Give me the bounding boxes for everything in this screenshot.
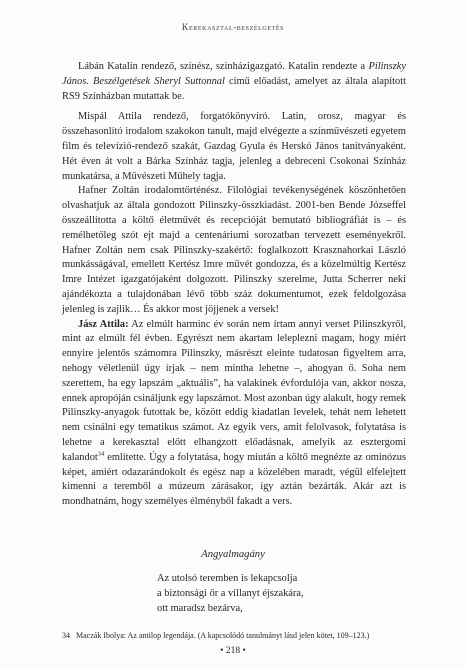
footnote (62, 630, 406, 641)
body-text (62, 60, 406, 510)
poem-line: Az utolsó teremben is lekapcsolja (157, 573, 298, 584)
poem-stanza (157, 572, 304, 616)
poem-title: Angyalmagány (201, 549, 265, 560)
footnote-text: Maczák Ibolya: Az antilop legendája. (A kapcsolódó tanulmányt lásd jelen kötet, 109–123.) (76, 631, 370, 640)
text-run: Hafner Zoltán irodalomtörténész. Filológiai tevékenységének köszönhetően olvashatjuk az általa gondozott Pilinszky-összkiadást. 2001-ben Bende Józseffel összeállította a költő életművét és recepcióját bemutató bibliográfiát is – és remélhetőleg szót ejt majd a centenáriumi sorozatban tervezett eseményekről. Hafner Zoltán nem csak Pilinszky-szakértő: foglalkozott Krasznahorkai László munkásságával, emellett Kertész Imre művét gondozza, és a közelmúltig Kertész Imre Intézet igazgatójaként dolgozott. Pilinszky szerelme, Jutta Scherrer neki ajándékozta a tulajdonában lévő több száz dokumentumot, ezek feldolgozása jelenleg is zajlik… És akkor most jöjjenek a versek! (62, 185, 406, 315)
paragraph (62, 110, 406, 184)
text-run: Az elmúlt harminc év során nem írtam annyi verset Pilinszkyről, mint az elmúlt fél évben. Egyrészt nem akartam leleplezni magam, hogy miért ennyire jelentős számomra Pilinszky, másrészt eleinte tudatosan figyeltem arra, nehogy véletlenül úgy írjak – nem mintha lehetne –, ahogyan ő. Soha nem szerettem, ha egy lapszám „aktuális”, ha valakinek évfordulója van, akkor nosza, ennek apropóján csináljunk egy lapszámot. Most azonban úgy alakult, hogy remek Pilinszky-anyagok futottak be, között eddig kiadatlan levelek, tehát nem lehetett nem csinálni egy tematikus számot. Az egyik vers, amit felolvasok, folytatása is lehetne a kerekasztal előtt elhangzott előadásnak, amelyik az esztergomi kalandot (62, 318, 406, 463)
paragraph (62, 60, 406, 104)
poem-line: ott maradsz bezárva, (157, 602, 243, 614)
poem-line: a biztonsági őr a villanyt éjszakára, (157, 587, 304, 599)
italic-title: Pilinszky János. Beszélgetések Sheryl Suttonnal (62, 61, 406, 87)
page-number: • 218 • (220, 646, 246, 656)
paragraph (62, 318, 406, 510)
running-header: Kerekasztal-beszélgetés (181, 22, 285, 32)
text-run: című előadást, amelyet az általa alapított RS9 Színházban mutattak be. (62, 75, 406, 102)
paragraph (62, 184, 406, 317)
speaker-name: Jász Attila: (78, 318, 129, 330)
text-run: Lábán Katalin rendező, színész, színházigazgató. Katalin rendezte a (78, 61, 369, 72)
footnote-number: 34 (62, 631, 70, 640)
text-run: Mispál Attila rendező, forgatókönyvíró. Latin, orosz, magyar és összehasonlító irodalom szakokon tanult, majd elvégezte a színművészeti egyetem film és televízió-rendező szakát, Gazdag Gyula és Herskó János tanítványaként. Hét éven át volt a Bárka Színház tagja, jelenleg a debreceni Csokonai Színház munkatársa, a Művészeti Műhely tagja. (62, 111, 406, 182)
footnote-ref: 34 (97, 450, 105, 458)
text-run: említette. Úgy a folytatása, hogy miután a költő megnézte az ominózus képet, amiért odazarándokolt és egész nap a közelében maradt, végül elfelejtett kimenni a teremből a múzeum zárásakor, így aztán bezárták. Akár azt is mondhatnám, hogy személyes élményből fakadt a vers. (62, 451, 406, 508)
